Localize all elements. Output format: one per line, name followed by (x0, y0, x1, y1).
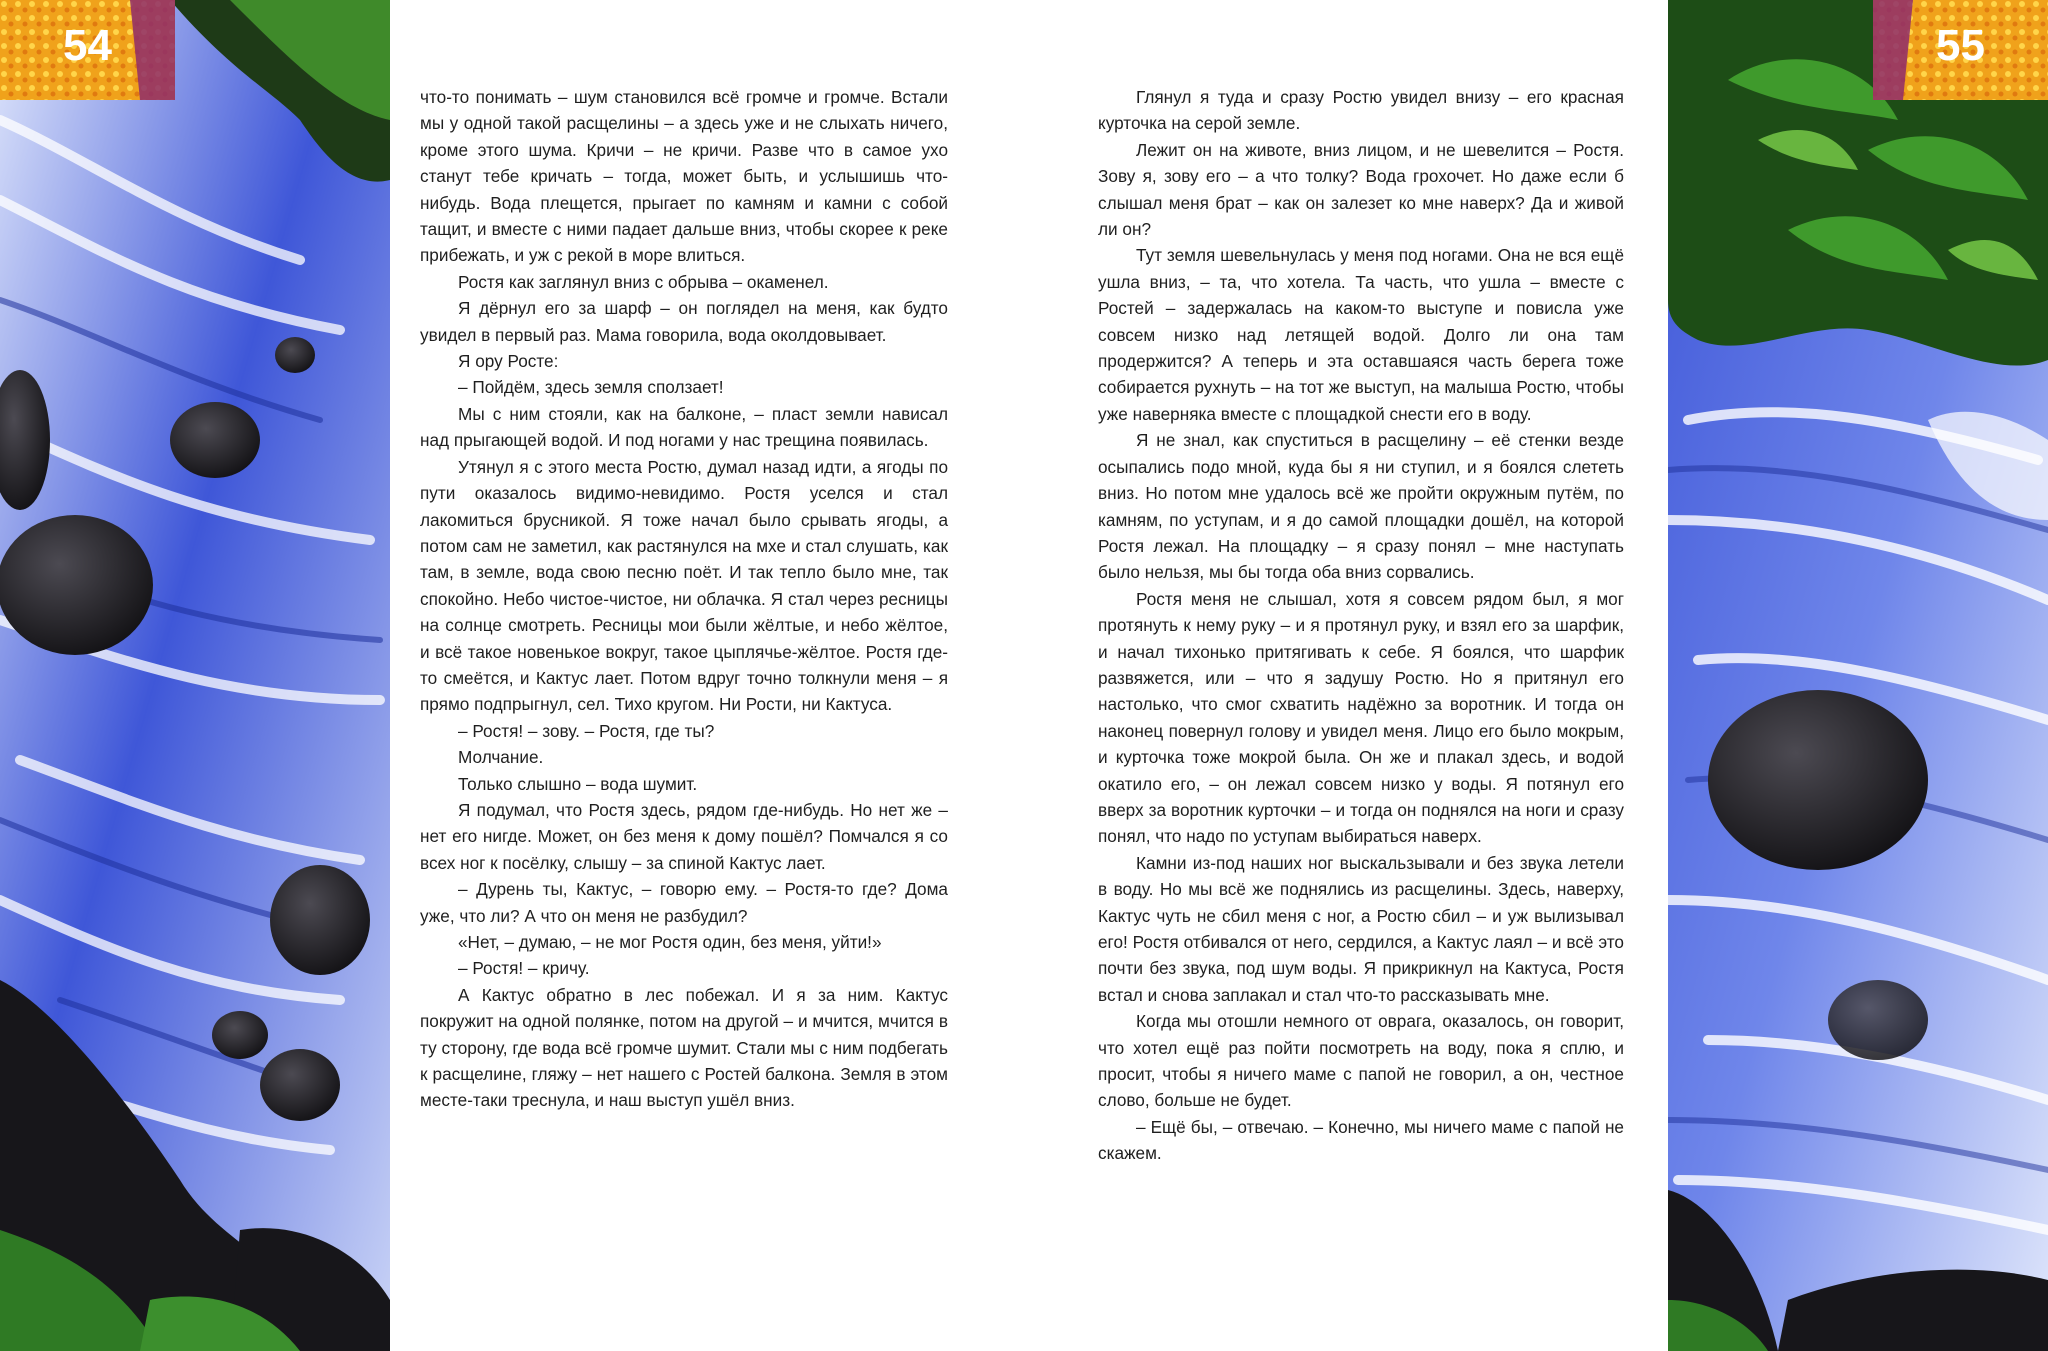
paragraph: – Дурень ты, Кактус, – говорю ему. – Ростя-то где? Дома уже, что ли? А что он меня не разбудил? (420, 879, 948, 926)
page-number-right (1873, 0, 2048, 100)
left-page-text (420, 84, 948, 1114)
paragraph: Утянул я с этого места Ростю, думал назад идти, а ягоды по пути оказалось видимо-невидимо. Ростя уселся и стал лакомиться брусникой. Я тоже начал было срывать ягоды, а потом сам не заметил, как растянулся на мхе и стал слушать, как там, в земле, вода свою песню поёт. И так тепло было мне, так спокойно. Небо чистое-чистое, ни облачка. Я стал через ресницы на солнце смотреть. Ресницы мои были жёлтые, и небо жёлтое, и всё такое новенькое вокруг, такое цыплячье-жёлтое. Ростя где-то смеётся, и Кактус лает. Потом вдруг точно толкнули меня – я прямо подпрыгнул, сел. Тихо кругом. Ни Рости, ни Кактуса. (420, 456, 948, 715)
paragraph: Когда мы отошли немного от оврага, оказалось, он говорит, что хотел ещё раз пойти посмотреть на воду, пока я сплю, и просит, чтобы я ничего маме с папой не говорил, а он, честное слово, больше не будет. (1098, 1011, 1624, 1111)
paragraph: – Ещё бы, – отвечаю. – Конечно, мы ничего маме с папой не скажем. (1098, 1116, 1624, 1164)
paragraph: Только слышно – вода шумит. (458, 773, 698, 794)
page-number-left (0, 0, 175, 100)
right-page-text (1098, 84, 1624, 1167)
paragraph: Тут земля шевельнулась у меня под ногами. Она не вся ещё ушла вниз, – та, что хотела. Та часть, что ушла – вместе с Ростей – задержалась на каком-то выступе и повисла уже совсем низко над летящей водой. Долго ли она там продержится? А теперь и эта оставшаяся часть берега тоже собирается рухнуть – на тот же выступ, на малыша Ростю, чтобы уже наверняка вместе с площадкой снести его в воду. (1098, 245, 1624, 424)
page-number-left-text: 54 (63, 21, 112, 70)
paragraph: Я не знал, как спуститься в расщелину – её стенки везде осыпались подо мной, куда бы я ни ступил, и я боялся слететь вниз. Но потом мне удалось всё же пройти окружным путём, по камням, по уступам, и я до самой площадки дошёл, на которой Ростя лежал. На площадку – я сразу понял – мне наступать было нельзя, мы бы тогда оба вниз сорвались. (1098, 430, 1624, 583)
waterfall-illustration-svg (0, 0, 390, 1351)
page-number-right-text: 55 (1936, 21, 1985, 70)
paragraph: Я дёрнул его за шарф – он поглядел на меня, как будто увидел в первый раз. Мама говорила, вода околдовывает. (420, 298, 948, 345)
waterfall-with-rocks-illustration (0, 0, 390, 1351)
paragraph: Глянул я туда и сразу Ростю увидел внизу – его красная курточка на серой земле. (1098, 87, 1624, 134)
paragraph: Ростя меня не слышал, хотя я совсем рядом был, я мог протянуть к нему руку – и я протянул руку, и взял его за шарфик, и начал тихонько притягивать к себе. Я боялся, что шарфик развяжется, или – что я задушу Ростю. Но я притянул его настолько, что смог схватить надёжно за воротник. И тогда он наконец повернул голову и увидел меня. Лицо его было мокрым, и курточка тоже мокрой была. Он же и плакал здесь, и водой окатило его, – он лежал совсем низко у воды. Я потянул его вверх за воротник курточки – и тогда он поднялся на ноги и сразу понял, что надо по уступам выбираться наверх. (1098, 588, 1624, 847)
paragraph: Ростя как заглянул вниз с обрыва – окаменел. (458, 271, 829, 292)
paragraph: А Кактус обратно в лес побежал. И я за ним. Кактус покружит на одной полянке, потом на другой – и мчится, мчится в ту сторону, где вода всё громче шумит. Стали мы с ним подбегать к расщелине, гляжу – нет нашего с Ростей балкона. Земля в этом месте-таки треснула, и наш выступ ушёл вниз. (420, 984, 948, 1111)
paragraph: Камни из-под наших ног выскальзывали и без звука летели в воду. Но мы всё же поднялись из расщелины. Здесь, наверху, Кактус чуть не сбил меня с ног, а Ростю сбил – и уж вылизывал его! Ростя отбивался от него, сердился, а Кактус лаял – и всё это почти без звука, под шум воды. Я прикрикнул на Кактуса, Ростя встал и снова заплакал и стал что-то рассказывать мне. (1098, 852, 1624, 1005)
paragraph: Мы с ним стояли, как на балконе, – пласт земли нависал над прыгающей водой. И под ногами у нас трещина появилась. (420, 403, 948, 451)
paragraph: Я подумал, что Ростя здесь, рядом где-нибудь. Но нет же – нет его нигде. Может, он без меня к дому пошёл? Помчался я со всех ног к посёлку, слышу – за спиной Кактус лает. (420, 799, 948, 873)
paragraph: Молчание. (458, 747, 544, 768)
paragraph: «Нет, – думаю, – не мог Ростя один, без меня, уйти!» (458, 932, 882, 952)
paragraph: Лежит он на животе, вниз лицом, и не шевелится – Ростя. Зову я, зову его – а что толку? Вода грохочет. Но даже если б слышал меня брат – как он залезет ко мне наверх? Да и живой ли он? (1098, 139, 1624, 240)
paragraph: что-то понимать – шум становился всё громче и громче. Встали мы у одной такой расщелины – а здесь уже и не слыхать ничего, кроме этого шума. Кричи – не кричи. Разве что в самое ухо станут тебе кричать – тогда, может быть, и услышишь что-нибудь. Вода плещется, прыгает по камням и камни с собой тащит, и вместе с ними падает дальше вниз, чтобы скорее к реке прибежать, и уж с рекой в море влиться. (420, 87, 948, 266)
stream-illustration-svg (1668, 0, 2048, 1351)
paragraph: – Ростя! – зову. – Ростя, где ты? (458, 720, 715, 741)
paragraph: – Пойдём, здесь земля сползает! (458, 377, 724, 398)
paragraph: Я ору Росте: (458, 351, 559, 372)
stream-with-ferns-illustration (1668, 0, 2048, 1351)
paragraph: – Ростя! – кричу. (458, 958, 590, 979)
